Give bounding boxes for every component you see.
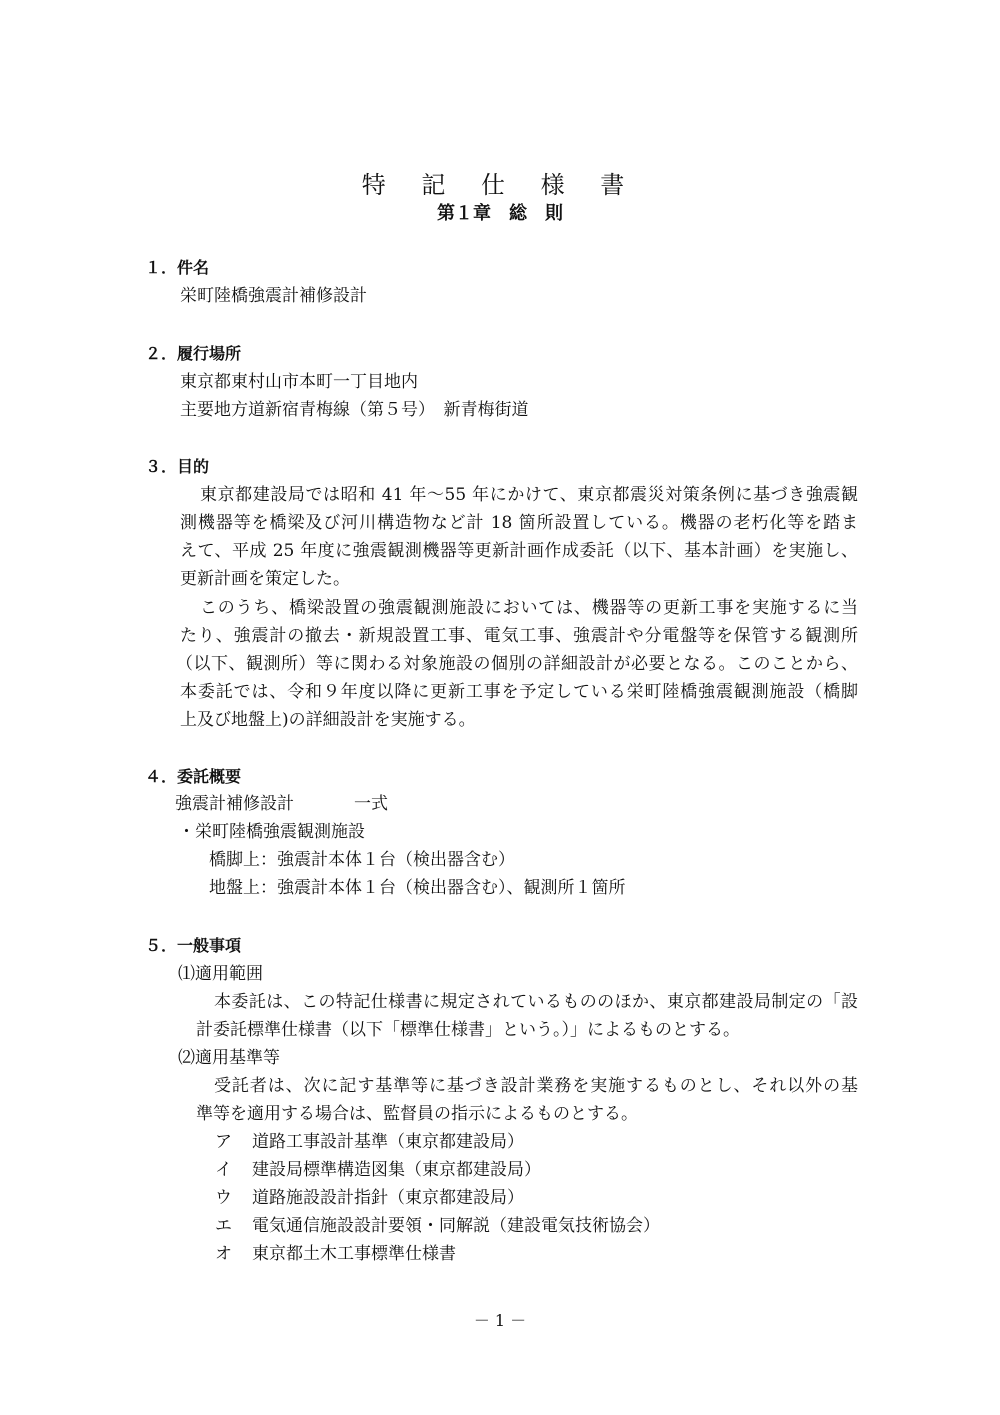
paragraph-line: えて、平成 25 年度に強震観測機器等更新計画作成委託（以下、基本計画）を実施し、 [180, 541, 858, 561]
section-2-line: 東京都東村山市本町一丁目地内 [180, 372, 418, 392]
paragraph-line: 本委託では、令和９年度以降に更新工事を予定している栄町陸橋強震観測施設（橋脚 [180, 682, 858, 702]
facility-detail: 地盤上：強震計本体１台（検出器含む）、観測所１箇所 [209, 878, 626, 898]
list-item: 電気通信施設設計要領・同解説（建設電気技術協会） [252, 1216, 660, 1236]
paragraph-line: このうち、橋梁設置の強震観測施設においては、機器等の更新工事を実施するに当 [200, 598, 858, 618]
paragraph-line: 測機器等を橋梁及び河川構造物など計 18 箇所設置している。機器の老朽化等を踏ま [180, 513, 858, 533]
facility-detail: 橋脚上：強震計本体１台（検出器含む） [209, 850, 515, 870]
document-title: 特 記 仕 様 書 [361, 171, 639, 199]
section-2-line: 主要地方道新宿青梅線（第５号） 新青梅街道 [180, 400, 529, 420]
paragraph-line: （以下、観測所）等に関わる対象施設の個別の詳細設計が必要となる。このことから、 [176, 654, 858, 674]
paragraph-line: たり、強震計の撤去・新規設置工事、電気工事、強震計や分電盤等を保管する観測所 [180, 626, 858, 646]
section-1-line: 栄町陸橋強震計補修設計 [180, 286, 367, 306]
list-item-marker: ア [215, 1132, 232, 1152]
facility-name: ・栄町陸橋強震観測施設 [178, 822, 365, 842]
subsection-heading: ⑴適用範囲 [178, 964, 263, 984]
list-item: 道路施設設計指針（東京都建設局） [252, 1188, 524, 1208]
paragraph-line: 本委託は、この特記仕様書に規定されているもののほか、東京都建設局制定の「設 [214, 992, 858, 1012]
list-item: 建設局標準構造図集（東京都建設局） [252, 1160, 541, 1180]
chapter-heading: 第１章 総 則 [437, 203, 563, 224]
subsection-heading: ⑵適用基準等 [178, 1048, 280, 1068]
section-4-heading: ４．委託概要 [145, 767, 242, 786]
section-5-heading: ５．一般事項 [145, 936, 242, 955]
paragraph-line: 東京都建設局では昭和 41 年～55 年にかけて、東京都震災対策条例に基づき強震観 [200, 485, 858, 505]
list-item-marker: イ [215, 1160, 232, 1180]
paragraph-line: 受託者は、次に記す基準等に基づき設計業務を実施するものとし、それ以外の基 [214, 1076, 858, 1096]
list-item-marker: ウ [215, 1188, 232, 1208]
paragraph-line: 準等を適用する場合は、監督員の指示によるものとする。 [196, 1104, 638, 1124]
list-item: 道路工事設計基準（東京都建設局） [252, 1132, 524, 1152]
paragraph-line: 更新計画を策定した。 [180, 569, 350, 589]
section-3-heading: ３．目的 [145, 457, 210, 476]
section-2-heading: ２．履行場所 [145, 344, 242, 363]
section-1-heading: １．件名 [145, 258, 210, 277]
page-number: － 1 － [473, 1311, 527, 1330]
list-item: 東京都土木工事標準仕様書 [252, 1244, 456, 1264]
list-item-marker: エ [215, 1216, 232, 1236]
paragraph-line: 計委託標準仕様書（以下「標準仕様書」という。）」によるものとする。 [196, 1020, 740, 1040]
list-item-marker: オ [215, 1244, 232, 1264]
paragraph-line: 上及び地盤上)の詳細設計を実施する。 [180, 710, 476, 730]
scope-item: 強震計補修設計 [175, 794, 294, 814]
scope-quantity: 一式 [354, 794, 388, 814]
